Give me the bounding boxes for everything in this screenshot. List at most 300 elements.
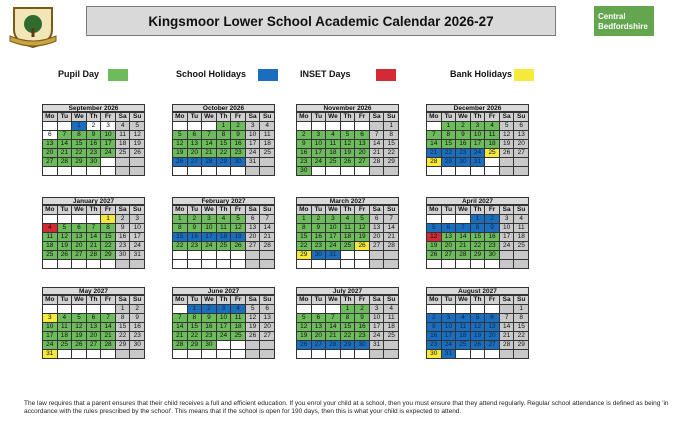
day-cell: 10 — [326, 224, 341, 233]
empty-cell — [370, 251, 385, 260]
day-cell: 11 — [217, 224, 232, 233]
day-cell: 25 — [485, 149, 500, 158]
empty-cell — [456, 260, 471, 269]
day-cell: 5 — [355, 215, 370, 224]
empty-cell — [260, 350, 275, 359]
day-cell: 21 — [101, 332, 116, 341]
day-cell: 28 — [427, 158, 442, 167]
day-cell: 22 — [471, 242, 486, 251]
day-cell: 1 — [297, 215, 312, 224]
attendance-notice: The law requires that a parent ensures that their child receives a full and efficient education. If you enrol your child at a school, then you must ensure that they attend regularly. Regular school attendance is defined as being 'in accordance with the rules prescribed by the school'. This means that if the school is open for 190 days, then this is what your child is expected to attend. — [24, 400, 669, 415]
day-cell: 13 — [485, 323, 500, 332]
day-cell: 17 — [101, 140, 116, 149]
empty-cell — [500, 158, 515, 167]
weekday-header: Sa — [246, 296, 261, 305]
empty-cell — [370, 167, 385, 176]
day-cell: 9 — [297, 140, 312, 149]
day-cell: 3 — [500, 215, 515, 224]
day-cell: 21 — [260, 233, 275, 242]
day-cell: 12 — [130, 131, 145, 140]
empty-cell — [87, 167, 102, 176]
weekday-header: Su — [384, 113, 399, 122]
empty-cell — [500, 167, 515, 176]
day-cell: 3 — [312, 131, 327, 140]
empty-cell — [58, 167, 73, 176]
day-cell: 10 — [202, 224, 217, 233]
weekday-header: Fr — [355, 206, 370, 215]
day-cell: 17 — [471, 140, 486, 149]
day-cell: 6 — [72, 224, 87, 233]
day-cell: 23 — [312, 242, 327, 251]
empty-cell — [326, 305, 341, 314]
month-may-2027 — [42, 287, 145, 359]
day-cell: 3 — [217, 305, 232, 314]
month-september-2026 — [42, 104, 145, 176]
month-day-grid — [172, 112, 275, 176]
weekday-header: Mo — [173, 113, 188, 122]
weekday-header: Sa — [500, 206, 515, 215]
day-cell: 14 — [500, 323, 515, 332]
day-cell: 26 — [297, 341, 312, 350]
empty-cell — [341, 251, 356, 260]
calendar-title: Kingsmoor Lower School Academic Calendar 2026-27 — [86, 6, 556, 36]
day-cell: 3 — [101, 122, 116, 131]
day-cell: 5 — [173, 131, 188, 140]
day-cell: 26 — [72, 341, 87, 350]
day-cell: 5 — [246, 305, 261, 314]
weekday-header: Mo — [43, 113, 58, 122]
weekday-header: Tu — [312, 206, 327, 215]
empty-cell — [260, 167, 275, 176]
day-cell: 13 — [260, 314, 275, 323]
day-cell: 3 — [326, 215, 341, 224]
weekday-header: We — [456, 113, 471, 122]
day-cell: 4 — [260, 122, 275, 131]
day-cell: 11 — [485, 131, 500, 140]
day-cell: 31 — [130, 251, 145, 260]
day-cell: 26 — [58, 251, 73, 260]
day-cell: 15 — [72, 140, 87, 149]
empty-cell — [260, 341, 275, 350]
day-cell: 6 — [312, 314, 327, 323]
weekday-header: Mo — [427, 206, 442, 215]
weekday-header: Th — [341, 113, 356, 122]
day-cell: 21 — [427, 149, 442, 158]
day-cell: 15 — [101, 233, 116, 242]
empty-cell — [188, 251, 203, 260]
day-cell: 31 — [471, 158, 486, 167]
day-cell: 27 — [246, 242, 261, 251]
weekday-header: Tu — [58, 113, 73, 122]
empty-cell — [43, 215, 58, 224]
day-cell: 23 — [456, 149, 471, 158]
day-cell: 20 — [72, 242, 87, 251]
day-cell: 25 — [384, 332, 399, 341]
day-cell: 14 — [427, 140, 442, 149]
day-cell: 15 — [173, 233, 188, 242]
day-cell: 23 — [188, 242, 203, 251]
day-cell: 25 — [116, 149, 131, 158]
month-day-grid — [426, 205, 529, 269]
day-cell: 26 — [246, 332, 261, 341]
day-cell: 4 — [326, 131, 341, 140]
empty-cell — [231, 260, 246, 269]
empty-cell — [514, 260, 529, 269]
day-cell: 5 — [58, 224, 73, 233]
day-cell: 24 — [217, 332, 232, 341]
day-cell: 29 — [514, 341, 529, 350]
weekday-header: Tu — [442, 113, 457, 122]
day-cell: 22 — [188, 332, 203, 341]
day-cell: 17 — [217, 323, 232, 332]
empty-cell — [72, 305, 87, 314]
weekday-header: Mo — [173, 296, 188, 305]
empty-cell — [341, 122, 356, 131]
day-cell: 27 — [514, 149, 529, 158]
day-cell: 30 — [202, 341, 217, 350]
month-title: December 2026 — [426, 104, 529, 112]
day-cell: 8 — [173, 224, 188, 233]
empty-cell — [173, 350, 188, 359]
day-cell: 21 — [456, 242, 471, 251]
day-cell: 25 — [217, 242, 232, 251]
empty-cell — [188, 350, 203, 359]
empty-cell — [202, 122, 217, 131]
empty-cell — [341, 167, 356, 176]
day-cell: 16 — [87, 140, 102, 149]
empty-cell — [72, 260, 87, 269]
day-cell: 11 — [456, 323, 471, 332]
day-cell: 4 — [485, 122, 500, 131]
empty-cell — [297, 122, 312, 131]
day-cell: 15 — [514, 323, 529, 332]
day-cell: 2 — [116, 215, 131, 224]
day-cell: 5 — [72, 314, 87, 323]
day-cell: 7 — [370, 131, 385, 140]
day-cell: 18 — [217, 233, 232, 242]
day-cell: 14 — [87, 233, 102, 242]
day-cell: 16 — [297, 149, 312, 158]
day-cell: 8 — [217, 131, 232, 140]
day-cell: 29 — [188, 341, 203, 350]
day-cell: 12 — [58, 233, 73, 242]
day-cell: 2 — [202, 305, 217, 314]
day-cell: 7 — [500, 314, 515, 323]
legend-swatch-inset-days — [376, 69, 396, 81]
empty-cell — [485, 350, 500, 359]
weekday-header: Su — [130, 206, 145, 215]
empty-cell — [43, 167, 58, 176]
day-cell: 11 — [43, 233, 58, 242]
weekday-header: Th — [471, 296, 486, 305]
weekday-header: Fr — [485, 206, 500, 215]
month-title: January 2027 — [42, 197, 145, 205]
day-cell: 20 — [485, 332, 500, 341]
empty-cell — [500, 260, 515, 269]
day-cell: 2 — [231, 122, 246, 131]
day-cell: 12 — [341, 140, 356, 149]
empty-cell — [442, 260, 457, 269]
day-cell: 16 — [485, 233, 500, 242]
day-cell: 24 — [43, 341, 58, 350]
empty-cell — [326, 350, 341, 359]
day-cell: 17 — [370, 323, 385, 332]
day-cell: 11 — [231, 314, 246, 323]
day-cell: 4 — [58, 314, 73, 323]
empty-cell — [246, 167, 261, 176]
weekday-header: We — [72, 113, 87, 122]
empty-cell — [485, 167, 500, 176]
day-cell: 1 — [72, 122, 87, 131]
day-cell: 28 — [58, 158, 73, 167]
day-cell: 25 — [514, 242, 529, 251]
day-cell: 6 — [188, 131, 203, 140]
empty-cell — [355, 251, 370, 260]
day-cell: 16 — [116, 233, 131, 242]
month-december-2026 — [426, 104, 529, 176]
weekday-header: We — [326, 113, 341, 122]
day-cell: 9 — [130, 314, 145, 323]
day-cell: 16 — [202, 323, 217, 332]
weekday-header: We — [72, 296, 87, 305]
day-cell: 31 — [370, 341, 385, 350]
day-cell: 21 — [370, 149, 385, 158]
day-cell: 4 — [341, 215, 356, 224]
weekday-header: Fr — [101, 296, 116, 305]
day-cell: 20 — [260, 323, 275, 332]
day-cell: 3 — [370, 305, 385, 314]
day-cell: 18 — [384, 323, 399, 332]
day-cell: 12 — [231, 224, 246, 233]
day-cell: 20 — [514, 140, 529, 149]
empty-cell — [471, 305, 486, 314]
month-day-grid — [172, 205, 275, 269]
day-cell: 23 — [427, 341, 442, 350]
day-cell: 30 — [87, 158, 102, 167]
day-cell: 4 — [116, 122, 131, 131]
legend-swatch-bank-holidays — [514, 69, 534, 81]
day-cell: 19 — [355, 233, 370, 242]
weekday-header: Tu — [312, 296, 327, 305]
day-cell: 12 — [500, 131, 515, 140]
day-cell: 3 — [130, 215, 145, 224]
empty-cell — [427, 305, 442, 314]
empty-cell — [188, 260, 203, 269]
empty-cell — [202, 167, 217, 176]
day-cell: 4 — [217, 215, 232, 224]
month-april-2027 — [426, 197, 529, 269]
day-cell: 10 — [500, 224, 515, 233]
day-cell: 24 — [442, 341, 457, 350]
day-cell: 16 — [456, 140, 471, 149]
day-cell: 7 — [87, 224, 102, 233]
empty-cell — [384, 341, 399, 350]
empty-cell — [341, 350, 356, 359]
day-cell: 6 — [514, 122, 529, 131]
empty-cell — [130, 260, 145, 269]
empty-cell — [246, 341, 261, 350]
empty-cell — [326, 260, 341, 269]
empty-cell — [370, 350, 385, 359]
weekday-header: Sa — [500, 296, 515, 305]
weekday-header: Mo — [427, 113, 442, 122]
day-cell: 6 — [87, 314, 102, 323]
weekday-header: Mo — [297, 113, 312, 122]
empty-cell — [72, 215, 87, 224]
weekday-header: Fr — [355, 113, 370, 122]
day-cell: 23 — [116, 242, 131, 251]
day-cell: 16 — [188, 233, 203, 242]
day-cell: 2 — [485, 215, 500, 224]
weekday-header: Tu — [442, 296, 457, 305]
day-cell: 6 — [355, 131, 370, 140]
day-cell: 2 — [297, 131, 312, 140]
empty-cell — [43, 305, 58, 314]
day-cell: 19 — [72, 332, 87, 341]
month-title: June 2027 — [172, 287, 275, 295]
empty-cell — [471, 260, 486, 269]
weekday-header: Fr — [231, 296, 246, 305]
day-cell: 30 — [456, 158, 471, 167]
day-cell: 21 — [202, 149, 217, 158]
weekday-header: Su — [130, 113, 145, 122]
month-title: July 2027 — [296, 287, 399, 295]
weekday-header: Th — [217, 206, 232, 215]
weekday-header: Fr — [101, 113, 116, 122]
weekday-header: We — [72, 206, 87, 215]
empty-cell — [188, 122, 203, 131]
day-cell: 13 — [355, 140, 370, 149]
empty-cell — [173, 167, 188, 176]
weekday-header: Fr — [101, 206, 116, 215]
day-cell: 22 — [297, 242, 312, 251]
month-june-2027 — [172, 287, 275, 359]
month-day-grid — [296, 112, 399, 176]
month-day-grid — [42, 205, 145, 269]
central-bedfordshire-logo: Central Bedfordshire — [594, 6, 654, 36]
day-cell: 27 — [188, 158, 203, 167]
weekday-header: Su — [514, 296, 529, 305]
month-title: February 2027 — [172, 197, 275, 205]
empty-cell — [485, 305, 500, 314]
day-cell: 12 — [297, 323, 312, 332]
month-august-2027 — [426, 287, 529, 359]
month-title: August 2027 — [426, 287, 529, 295]
day-cell: 18 — [116, 140, 131, 149]
day-cell: 6 — [370, 215, 385, 224]
empty-cell — [514, 350, 529, 359]
weekday-header: Su — [384, 206, 399, 215]
day-cell: 17 — [246, 140, 261, 149]
day-cell: 3 — [246, 122, 261, 131]
day-cell: 22 — [116, 332, 131, 341]
month-march-2027 — [296, 197, 399, 269]
empty-cell — [312, 167, 327, 176]
day-cell: 9 — [87, 131, 102, 140]
day-cell: 13 — [43, 140, 58, 149]
day-cell: 18 — [326, 149, 341, 158]
month-title: November 2026 — [296, 104, 399, 112]
empty-cell — [514, 158, 529, 167]
day-cell: 16 — [130, 323, 145, 332]
day-cell: 8 — [341, 314, 356, 323]
day-cell: 1 — [442, 122, 457, 131]
day-cell: 4 — [231, 305, 246, 314]
month-november-2026 — [296, 104, 399, 176]
day-cell: 18 — [231, 323, 246, 332]
day-cell: 31 — [442, 350, 457, 359]
empty-cell — [231, 350, 246, 359]
empty-cell — [341, 260, 356, 269]
empty-cell — [58, 305, 73, 314]
day-cell: 8 — [101, 224, 116, 233]
empty-cell — [43, 122, 58, 131]
day-cell: 1 — [341, 305, 356, 314]
month-day-grid — [296, 295, 399, 359]
day-cell: 17 — [202, 233, 217, 242]
day-cell: 27 — [442, 251, 457, 260]
weekday-header: Su — [514, 113, 529, 122]
day-cell: 20 — [370, 233, 385, 242]
day-cell: 17 — [130, 233, 145, 242]
day-cell: 27 — [43, 158, 58, 167]
empty-cell — [202, 251, 217, 260]
weekday-header: Th — [87, 296, 102, 305]
empty-cell — [87, 260, 102, 269]
weekday-header: Tu — [312, 113, 327, 122]
weekday-header: Tu — [188, 113, 203, 122]
day-cell: 30 — [130, 341, 145, 350]
day-cell: 26 — [231, 242, 246, 251]
day-cell: 16 — [427, 332, 442, 341]
day-cell: 21 — [326, 332, 341, 341]
day-cell: 12 — [471, 323, 486, 332]
weekday-header: Mo — [43, 296, 58, 305]
month-title: March 2027 — [296, 197, 399, 205]
day-cell: 24 — [101, 149, 116, 158]
day-cell: 20 — [355, 149, 370, 158]
day-cell: 25 — [456, 341, 471, 350]
day-cell: 25 — [43, 251, 58, 260]
day-cell: 18 — [260, 140, 275, 149]
weekday-header: Sa — [246, 113, 261, 122]
day-cell: 27 — [355, 158, 370, 167]
day-cell: 16 — [312, 233, 327, 242]
day-cell: 30 — [116, 251, 131, 260]
day-cell: 8 — [514, 314, 529, 323]
weekday-header: Mo — [43, 206, 58, 215]
day-cell: 10 — [43, 323, 58, 332]
day-cell: 9 — [485, 224, 500, 233]
day-cell: 28 — [260, 242, 275, 251]
day-cell: 27 — [260, 332, 275, 341]
legend-swatch-school-holidays — [258, 69, 278, 81]
day-cell: 9 — [231, 131, 246, 140]
empty-cell — [442, 215, 457, 224]
empty-cell — [231, 167, 246, 176]
day-cell: 7 — [456, 224, 471, 233]
day-cell: 14 — [202, 140, 217, 149]
day-cell: 18 — [456, 332, 471, 341]
day-cell: 5 — [297, 314, 312, 323]
legend-label-school-holidays: School Holidays — [176, 69, 247, 79]
empty-cell — [173, 260, 188, 269]
day-cell: 30 — [297, 167, 312, 176]
day-cell: 22 — [217, 149, 232, 158]
weekday-header: Sa — [116, 296, 131, 305]
day-cell: 9 — [312, 224, 327, 233]
day-cell: 18 — [341, 233, 356, 242]
